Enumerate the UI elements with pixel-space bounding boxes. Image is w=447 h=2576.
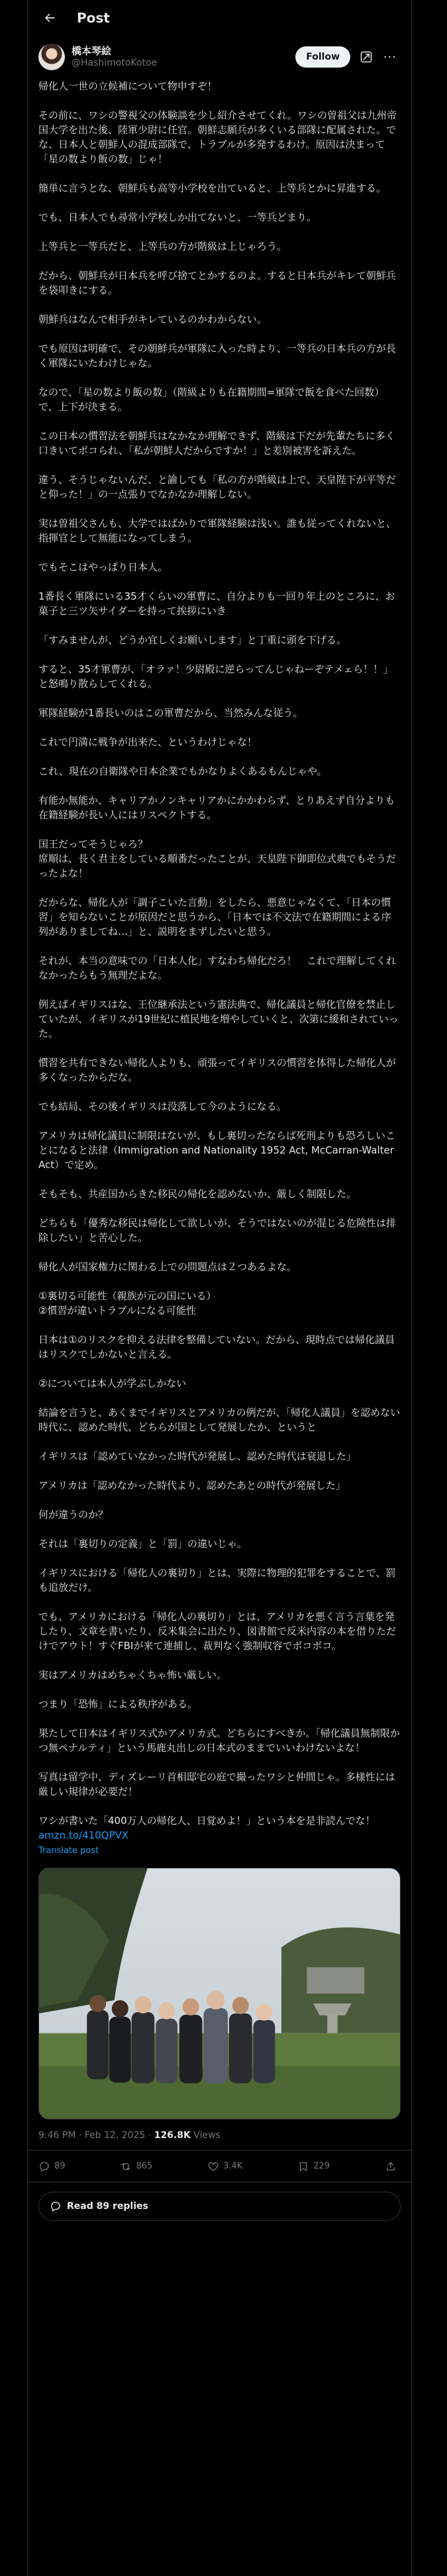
post-paragraph: 実はアメリカはめちゃくちゃ怖い厳しい。 — [38, 1669, 226, 1681]
post-paragraph: 1番長く軍隊にいる35才くらいの軍曹に、自分よりも一回り年上のところに、お菓子と三ツ矢サイダーを持って挨拶にいき — [38, 590, 395, 617]
post-paragraph: 簡単に言うとな、朝鮮兵も高等小学校を出ていると、上等兵とかに昇進する。 — [38, 182, 387, 194]
post-paragraph: 実は曽祖父さんも、大学ではばかりで軍隊経験は浅い。誰も従ってくれないと、指揮官として無能になってしまう。 — [38, 517, 397, 544]
bookmark-count: 229 — [313, 2161, 330, 2171]
post-column — [27, 0, 412, 2576]
post-paragraph: 写真は留学中、ディズレーリ首相邸宅の庭で撮ったワシと仲間じゃ。多様性には厳しい規律が必要だ！ — [38, 1771, 395, 1798]
post-paragraph: この日本の慣習法を朝鮮兵はなかなか理解できず、階級は下だが先輩たちに多く口きいてボコられ、「私が朝鮮人だからですか！」と差別被害を訴えた。 — [38, 430, 395, 456]
post-photo[interactable] — [38, 1868, 401, 2120]
heart-icon — [207, 2161, 219, 2173]
post-paragraph: でも、アメリカにおける「帰化人の裏切り」とは、アメリカを悪く言う言葉を発したり、文章を書いたり、反米集会に出たり、図書館で反米内容の本を借りただけでアウト！すぐFBIが来て連捕し、裁判なく強制収容でボコボコ。 — [38, 1611, 397, 1652]
post-paragraph: 有能か無能か、キャリアかノンキャリアかにかかわらず、とりあえず自分よりも在籍経験が長い人にはリスペクトする。 — [38, 794, 395, 821]
reply-count: 89 — [54, 2161, 66, 2171]
post-meta — [28, 2120, 411, 2151]
post-paragraph: 日本は①のリスクを抑える法律を整備していない。だから、現時点では帰化議員はリスクでしかないと言える。 — [38, 1334, 395, 1360]
top-bar — [28, 0, 411, 35]
post-paragraph: 果たして日本はイギリス式かアメリカ式。どちらにすべきか。「帰化議員無制限かつ無ペナルティ」という馬鹿丸出しの日本式のままでいいわけないよな！ — [38, 1727, 400, 1754]
post-paragraph: 例えばイギリスはな、王位継承法という憲法典で、帰化議員と帰化官僚を禁止していたが、イギリスが19世紀に植民地を増やしていくと、次第に緩和されていった。 — [38, 998, 399, 1040]
post-paragraph: 結論を言うと、あくまでイギリスとアメリカの例だが、「帰化人議員」を認めない時代に、認めた時代、どちらが国として発展したか、というと — [38, 1407, 401, 1433]
post-paragraph: それは「裏切りの定義」と「罰」の違いじゃ。 — [38, 1538, 248, 1550]
post-paragraph: だから、朝鮮兵が日本兵を呼び捨てとかするのよ。すると日本兵がキレて朝鮮兵を袋叩きにする。 — [38, 270, 396, 296]
post-timestamp[interactable]: 9:46 PM · Feb 12, 2025 — [38, 2130, 146, 2141]
post-paragraph: その前に、ワシの警視父の体験談を少し紹介させてくれ。ワシの曽祖父は九州帝国大学を出た後、陸軍少尉に任官。朝鮮志願兵が多くいる部隊に配属された。でな、日本人と朝鮮人の混成部隊で、トラブルが多発するわけ。原因は決まって「星の数より飯の数」じゃ！ — [38, 109, 397, 165]
post-paragraph: 上等兵と一等兵だと、上等兵の方が階級は上じゃろう。 — [38, 241, 287, 252]
post-closing: ワシが書いた「400万人の帰化人、日覚めよ！」という本を是非読んでな！ — [38, 1815, 375, 1827]
bookmark-icon — [297, 2161, 309, 2173]
page-title: Post — [77, 9, 110, 26]
meta-separator: · — [145, 2130, 154, 2141]
share-button[interactable] — [385, 2161, 401, 2173]
action-bar — [28, 2151, 411, 2182]
more-options-icon[interactable]: ··· — [383, 50, 397, 64]
author-names — [72, 45, 295, 69]
post-paragraph: 軍隊経験が1番長いのはこの軍曹だから、当然みんな従う。 — [38, 707, 303, 719]
views-count: 126.8K — [154, 2130, 191, 2141]
author-handle[interactable]: @HashimotoKotoe — [72, 58, 158, 68]
author-display-name[interactable]: 橋本琴絵 — [72, 45, 112, 57]
post-paragraph: でもそこはやっぱり日本人。 — [38, 561, 168, 573]
grok-icon — [360, 50, 373, 64]
post-paragraph: すると、35才軍曹が、「オラァ！少尉殿に逆らってんじゃねーぞテメェら！！」と怒鳴り散らしてくれる。 — [38, 663, 393, 690]
post-paragraph: 「すみませんが、どうか宜しくお願いします」と丁重に頭を下げる。 — [38, 634, 347, 646]
back-button[interactable] — [38, 7, 61, 29]
post-paragraph: でも結局、その後イギリスは没落して今のようになる。 — [38, 1100, 287, 1112]
group-photo-image — [39, 1868, 400, 2119]
post-paragraph: イギリスは「認めていなかった時代が発展し、認めた時代は衰退した」 — [38, 1450, 356, 1462]
share-icon — [385, 2161, 397, 2173]
post-paragraph: それが、本当の意味での「日本人化」すなわち帰化だろ！ これで理解してくれなかったらもう無理だよな。 — [38, 955, 397, 981]
follow-button[interactable]: Follow — [295, 46, 350, 68]
post-paragraph: 朝鮮兵はなんで相手がキレているのかわからない。 — [38, 313, 267, 325]
post-paragraph: 帰化人一世の立候補について物申すぞ！ — [38, 80, 217, 92]
reply-icon — [50, 2200, 62, 2212]
post-paragraph: 帰化人が国家権力に関わる上での問題点は２つあるよな。 — [38, 1261, 297, 1273]
post-paragraph: だからな、帰化人が「調子こいた言動」をしたら、悪意じゃなくて、「日本の慣習」を知らないことが原因だと思うから、「日本では不文法で在籍期間による序列がありましてね…」と、説明をまずしたいと思う。 — [38, 896, 391, 938]
post-paragraph: アメリカは「認めなかった時代より、認めたあとの時代が発展した」 — [38, 1479, 346, 1491]
reply-button[interactable] — [38, 2161, 66, 2173]
post-paragraph: ①裏切る可能性（親族が元の国にいる） ②慣習が違いトラブルになる可能性 — [38, 1290, 217, 1316]
translate-post-link[interactable]: Translate post — [38, 1846, 99, 1856]
repost-button[interactable] — [120, 2161, 152, 2173]
read-replies-label: Read 89 replies — [67, 2201, 148, 2212]
post-paragraph: なので、「星の数より飯の数」（階級よりも在籍期間=軍隊で飯を食べた回数）で、上下が決まる。 — [38, 386, 385, 413]
post-paragraph: 何が違うのか？ — [38, 1509, 109, 1521]
grok-button[interactable] — [356, 46, 377, 68]
post-paragraph: でも原因は明確で、その朝鮮兵が軍隊に入った時より、一等兵の日本兵の方が長く軍隊にいたわけじゃな。 — [38, 343, 396, 369]
post-paragraph: ②については本人が学ぶしかない — [38, 1377, 187, 1389]
author-row — [28, 35, 411, 79]
views-label: Views — [190, 2130, 221, 2141]
post-text — [28, 79, 411, 1858]
repost-count: 865 — [136, 2161, 153, 2171]
post-paragraph: これ、現在の自衛隊や日本企業でもかなりよくあるもんじゃや。 — [38, 765, 327, 777]
post-link[interactable]: amzn.to/410QPVX — [38, 1829, 129, 1841]
post-paragraph: これで円満に戦争が出来た、というわけじゃな！ — [38, 736, 258, 748]
like-count: 3.4K — [223, 2161, 243, 2171]
post-paragraph: でも、日本人でも尋常小学校しか出てないと、一等兵どまり。 — [38, 211, 317, 223]
post-paragraph: 国王だってそうじゃろ？ 席順は、長く君主をしている順番だったことが、天皇陛下御即位式典でもそうだったよな！ — [38, 838, 397, 879]
post-paragraph: 違う、そうじゃないんだ、と諭しても「私の方が階級は上で、天皇陛下が平等だと仰った！」の一点張りでなかなか理解しない。 — [38, 474, 396, 500]
repost-icon — [120, 2161, 132, 2173]
post-paragraph: そもそも、共産国からきた移民の帰化を認めないか、厳しく制限した。 — [38, 1188, 357, 1200]
post-paragraph: アメリカは帰化議員に制限はないが、もし裏切ったならば死刑よりも恐ろしいことになると法律（Immigration and Nationality 1952 Act, McCarran-Walter Act）で定め。 — [38, 1130, 395, 1171]
post-paragraph: つまり「恐怖」による秩序がある。 — [38, 1698, 198, 1710]
reply-icon — [38, 2161, 50, 2173]
arrow-left-icon — [43, 11, 56, 25]
read-replies-button[interactable] — [38, 2192, 401, 2221]
post-paragraph: イギリスにおける「帰化人の裏切り」とは、実際に物理的犯罪をすることで、罰も追放だけ。 — [38, 1567, 396, 1593]
avatar[interactable] — [38, 44, 65, 70]
bookmark-button[interactable] — [297, 2161, 330, 2173]
post-paragraph: どちらも「優秀な移民は帰化して欲しいが、そうではないのが混じる危険性は排除したい」と苦心した。 — [38, 1217, 397, 1244]
like-button[interactable] — [207, 2161, 242, 2173]
post-paragraph: 慣習を共有できない帰化人よりも、頑張ってイギリスの慣習を体得した帰化人が多くなったからだな。 — [38, 1057, 396, 1083]
